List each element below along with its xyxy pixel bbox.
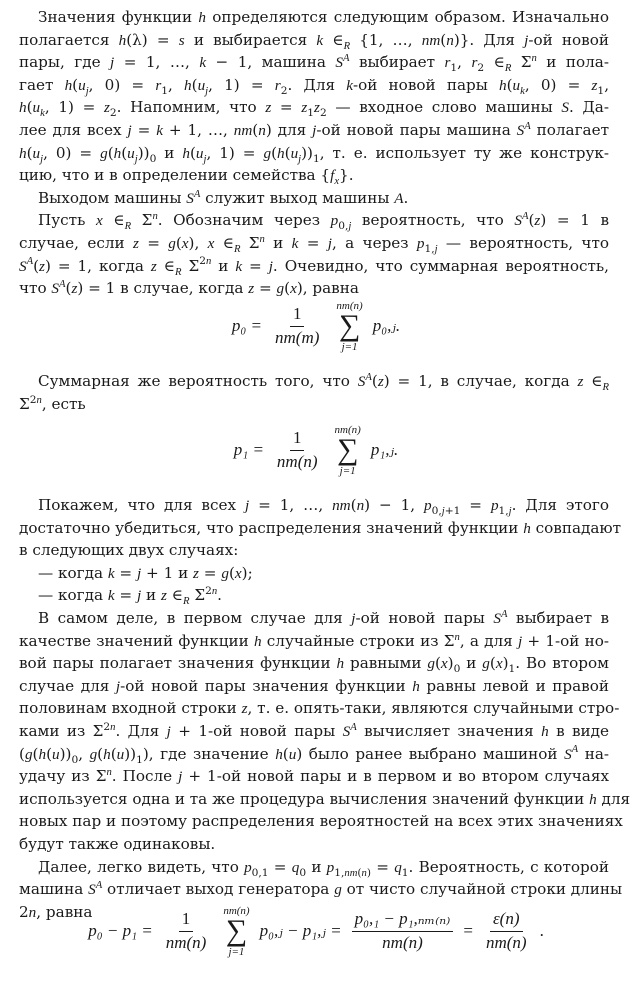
text-line: 2n, равна <box>19 902 93 921</box>
eq2-summation: nm(n) ∑ j=1 <box>334 424 361 477</box>
text-line: Суммарная же вероятность того, что $S^A(z) = 1$, в случае, когда z $\in_R$ <box>38 371 609 394</box>
eq2-lhs: p₁ = <box>233 440 264 460</box>
eq3-fraction-3: $\frac{\varepsilon(n)}{nm(n)}$ <box>485 909 527 952</box>
eq3-term: p₀,ⱼ − p₁,ⱼ = <box>259 921 342 941</box>
document-body-2 <box>19 370 609 415</box>
text-line: — когда k = j и z $\in_R$ $\Sigma^{2n}$. <box>38 584 222 608</box>
text-line: Выходом машины $S^A$ служит выход машины A. <box>38 188 409 207</box>
text-line: Далее, легко видеть, что $p_{0,1} = q_0$ и $p_{1,nm(n)} = q_1$. Вероятность, с которой <box>38 857 609 879</box>
sigma-symbol: ∑ <box>336 433 359 467</box>
eq3-equals: = <box>463 921 473 941</box>
text-line: В самом деле, в первом случае для j-ой новой пары $S^A$ выбирает в <box>38 608 610 627</box>
equation-difference <box>0 905 632 958</box>
text-line: половинам входной строки z, т. е. опять-таки, являются случайными стро- <box>19 699 620 718</box>
text-line: случае, если z = g(x), x $\in_R$ $\Sigma^n$ и k = j, а через $p_{1,j}$ — вероятность, что <box>19 233 609 255</box>
text-line: — когда k = j + 1 и z = g(x); <box>38 563 253 582</box>
text-line: цию, что и в определении семейства $\{f_x\}$. <box>19 166 354 188</box>
text-line: используется одна и та же процедура вычисления значений функции h для <box>19 789 631 808</box>
text-line: пары, где j = 1, …, k − 1, машина $S^A$ выбирает $r_1$, $r_2$ $\in_R$ $\Sigma^n$ и пола- <box>19 53 609 75</box>
text-line: $\Sigma^{2n}$, есть <box>19 392 86 413</box>
paragraph-block-2 <box>19 370 609 415</box>
text-line: будут также одинаковы. <box>19 834 216 853</box>
eq3-period: . <box>539 921 544 941</box>
eq3-summation: nm(n) ∑ j=1 <box>223 905 250 958</box>
eq1-summation: nm(n) ∑ j=1 <box>336 300 363 353</box>
text-line: $h(u_k$, $1) = z_2$. Напомним, что $z = z_1z_2$ — входное слово машины S. Да- <box>19 98 609 120</box>
text-line: $S^A(z) = 1$, когда z $\in_R$ $\Sigma^{2n}$ и k = j. Очевидно, что суммарная вероятность, <box>19 254 609 278</box>
text-line: машина $S^A$ отличает выход генератора g от чисто случайной строки длины <box>19 880 623 899</box>
document-body <box>19 6 609 300</box>
text-line: в следующих двух случаях: <box>19 541 239 560</box>
text-line: $h(u_j$, $0) = g(h(u_j))_0$ и $h(u_j$, $1) = g(h(u_j))_1$, т. е. использует ту же конструк- <box>19 143 610 165</box>
text-line: гает $h(u_j$, $0) = r_1$, $h(u_j$, $1) = r_2$. Для k-ой новой пары $h(u_k$, $0) = z_1$, <box>19 75 610 97</box>
sigma-symbol: ∑ <box>225 914 248 948</box>
paragraph-block-1 <box>19 6 609 300</box>
eq1-fraction: $\frac{1}{nm(m)}$ <box>275 304 320 347</box>
eq1-lhs: p₀ = <box>231 316 263 336</box>
eq3-fraction-1: $\frac{1}{nm(n)}$ <box>165 909 207 952</box>
equation-p0 <box>0 300 632 353</box>
text-line: качестве значений функции h случайные строки из $\Sigma^n$, а для j + 1-ой но- <box>19 631 610 650</box>
eq3-fraction-2: $\frac{\text{p₀,₁ − p₁,ₙₘ₍ₙ₎}}{nm(n)}$ <box>352 910 454 952</box>
eq1-term: p₀,ⱼ. <box>372 316 401 336</box>
text-line: Значения функции h определяются следующим образом. Изначально <box>38 8 609 26</box>
text-line: Пусть x $\in_R$ $\Sigma^n$. Обозначим через $p_{0,j}$ вероятность, что $S^A(z) = 1$ в <box>38 211 610 233</box>
sigma-symbol: ∑ <box>338 309 361 343</box>
text-line: достаточно убедиться, что распределения значений функции h совпадают <box>19 518 622 537</box>
document-body-3 <box>19 494 631 923</box>
text-line: новых пар и поэтому распределения вероятностей на всех этих значениях <box>19 812 623 831</box>
text-line: полагается h(λ) = s и выбирается k $\in_R$ {1, …, nm(n)}. Для j-ой новой <box>19 30 609 52</box>
equation-p1 <box>0 424 632 477</box>
text-line: вой пары полагает значения функции h равными $g(x)_0$ и $g(x)_1$. Во втором <box>19 654 609 676</box>
paragraph-block-3 <box>19 494 631 923</box>
eq3-lhs: p₀ − p₁ = <box>88 921 153 941</box>
text-line: что $S^A(z) = 1$ в случае, когда z = g(x), равна <box>19 279 359 298</box>
text-line: случае для j-ой новой пары значения функции h равны левой и правой <box>19 676 609 695</box>
text-line: ($g(h(u))_0$, $g(h(u))_1$), где значение h(u) было ранее выбрано машиной $S^A$ на- <box>19 744 610 766</box>
eq2-term: p₁,ⱼ. <box>370 440 399 460</box>
text-line: удачу из $\Sigma^n$. После j + 1-ой новой пары и в первом и во втором случаях <box>19 767 610 786</box>
text-line: лее для всех j = k + 1, …, nm(n) для j-ой новой пары машина $S^A$ полагает <box>19 120 609 139</box>
text-line: Покажем, что для всех j = 1, …, nm(n) − 1, $p_{0,j+1} = p_{1,j}$. Для этого <box>38 496 609 518</box>
text-line: ками из $\Sigma^{2n}$. Для j + 1-ой новой пары $S^A$ вычисляет значения h в виде <box>19 719 610 740</box>
eq2-fraction: $\frac{1}{nm(n)}$ <box>276 428 318 471</box>
